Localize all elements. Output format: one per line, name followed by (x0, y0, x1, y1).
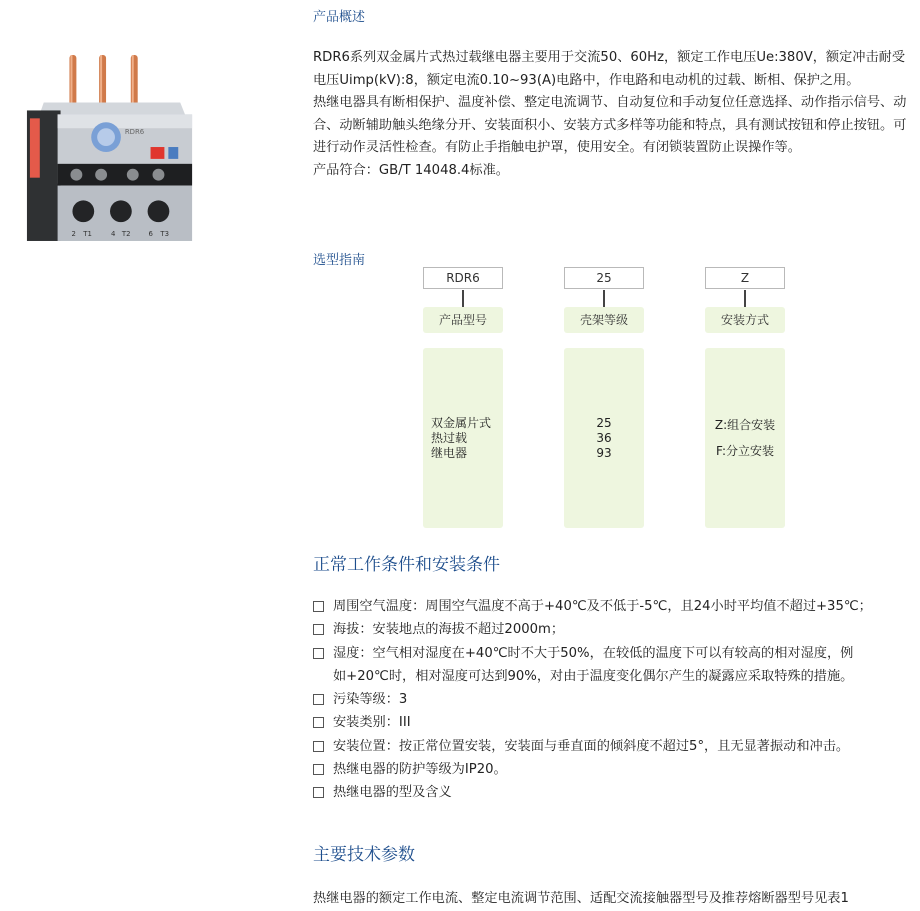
intro-paragraph: RDR6系列双金属片式热过载继电器主要用于交流50、60Hz，额定工作电压Ue:380V，额定冲击耐受电压Uimp(kV):8，额定电流0.10~93(A)电路中，作电路和电动机的过载、断相、保护之用。 (313, 50, 906, 88)
svg-text:4: 4 (111, 230, 116, 239)
desc-line: 93 (596, 445, 612, 460)
mount-desc-box (705, 348, 785, 528)
connector-line (744, 290, 746, 307)
svg-text:T1: T1 (83, 230, 92, 239)
connector-line (462, 290, 464, 307)
svg-text:2: 2 (71, 230, 76, 239)
frame-code-box: 25 (564, 267, 644, 289)
svg-text:T3: T3 (160, 230, 170, 239)
svg-text:T2: T2 (121, 230, 131, 239)
desc-line: 热过载 (431, 430, 468, 445)
intro-paragraph: 热继电器具有断相保护、温度补偿、整定电流调节、自动复位和手动复位任意选择、动作指示信号、动合、动断辅助触头绝缘分开、安装面积小、安装方式多样等功能和特点，具有测试按钮和停止按钮。可进行动作灵活性检查。有防止手指触电护罩，使用安全。有闭锁装置防止误操作等。 (313, 95, 907, 155)
checkbox-icon (313, 624, 324, 635)
model-name-box: 产品型号 (423, 307, 503, 333)
svg-text:RDR6: RDR6 (124, 128, 145, 137)
mount-name-box: 安装方式 (705, 307, 785, 333)
condition-item: 热继电器的型及含义 (313, 781, 913, 804)
tech-heading: 主要技术参数 (313, 845, 415, 865)
desc-line: 36 (596, 430, 612, 445)
checkbox-icon (313, 694, 324, 705)
condition-item: 湿度：空气相对湿度在+40℃时不大于50%，在较低的温度下可以有较高的相对湿度，例 (313, 642, 913, 665)
intro-paragraph: 产品符合：GB/T 14048.4标准。 (313, 162, 509, 178)
conditions-list (313, 595, 913, 805)
condition-item: 安装类别：III (313, 711, 913, 734)
checkbox-icon (313, 764, 324, 775)
product-image (22, 52, 200, 247)
model-code-box: RDR6 (423, 267, 503, 289)
intro-text (313, 47, 908, 182)
condition-item: 安装位置：按正常位置安装，安装面与垂直面的倾斜度不超过5°，且无显著振动和冲击。 (313, 735, 913, 758)
svg-text:6: 6 (148, 230, 153, 239)
checkbox-icon (313, 601, 324, 612)
tech-intro-text: 热继电器的额定工作电流、整定电流调节范围、适配交流接触器型号及推荐熔断器型号见表1 (313, 891, 849, 906)
condition-item: 海拔：安装地点的海拔不超过2000m； (313, 618, 913, 641)
connector-line (603, 290, 605, 307)
desc-line: 双金属片式 (431, 415, 492, 430)
condition-item-continued: 如+20℃时，相对湿度可达到90%，对由于温度变化偶尔产生的凝露应采取特殊的措施。 (333, 668, 854, 684)
condition-item: 污染等级：3 (313, 688, 913, 711)
checkbox-icon (313, 648, 324, 659)
frame-desc-box (564, 348, 644, 528)
overview-heading: 产品概述 (313, 10, 366, 25)
desc-line: 继电器 (431, 445, 468, 460)
desc-line: 25 (596, 415, 612, 430)
checkbox-icon (313, 787, 324, 798)
desc-line: Z:组合安装 (714, 418, 776, 432)
conditions-heading: 正常工作条件和安装条件 (313, 555, 500, 575)
mount-code-box: Z (705, 267, 785, 289)
checkbox-icon (313, 717, 324, 728)
condition-item: 周围空气温度：周围空气温度不高于+40℃及不低于-5℃，且24小时平均值不超过+35℃； (313, 595, 913, 618)
selection-heading: 选型指南 (313, 253, 366, 268)
model-desc-box (423, 348, 503, 528)
thermal-relay-photo-icon (22, 52, 200, 247)
desc-line: F:分立安装 (715, 444, 774, 458)
checkbox-icon (313, 741, 324, 752)
frame-name-box: 壳架等级 (564, 307, 644, 333)
condition-item: 热继电器的防护等级为IP20。 (313, 758, 913, 781)
